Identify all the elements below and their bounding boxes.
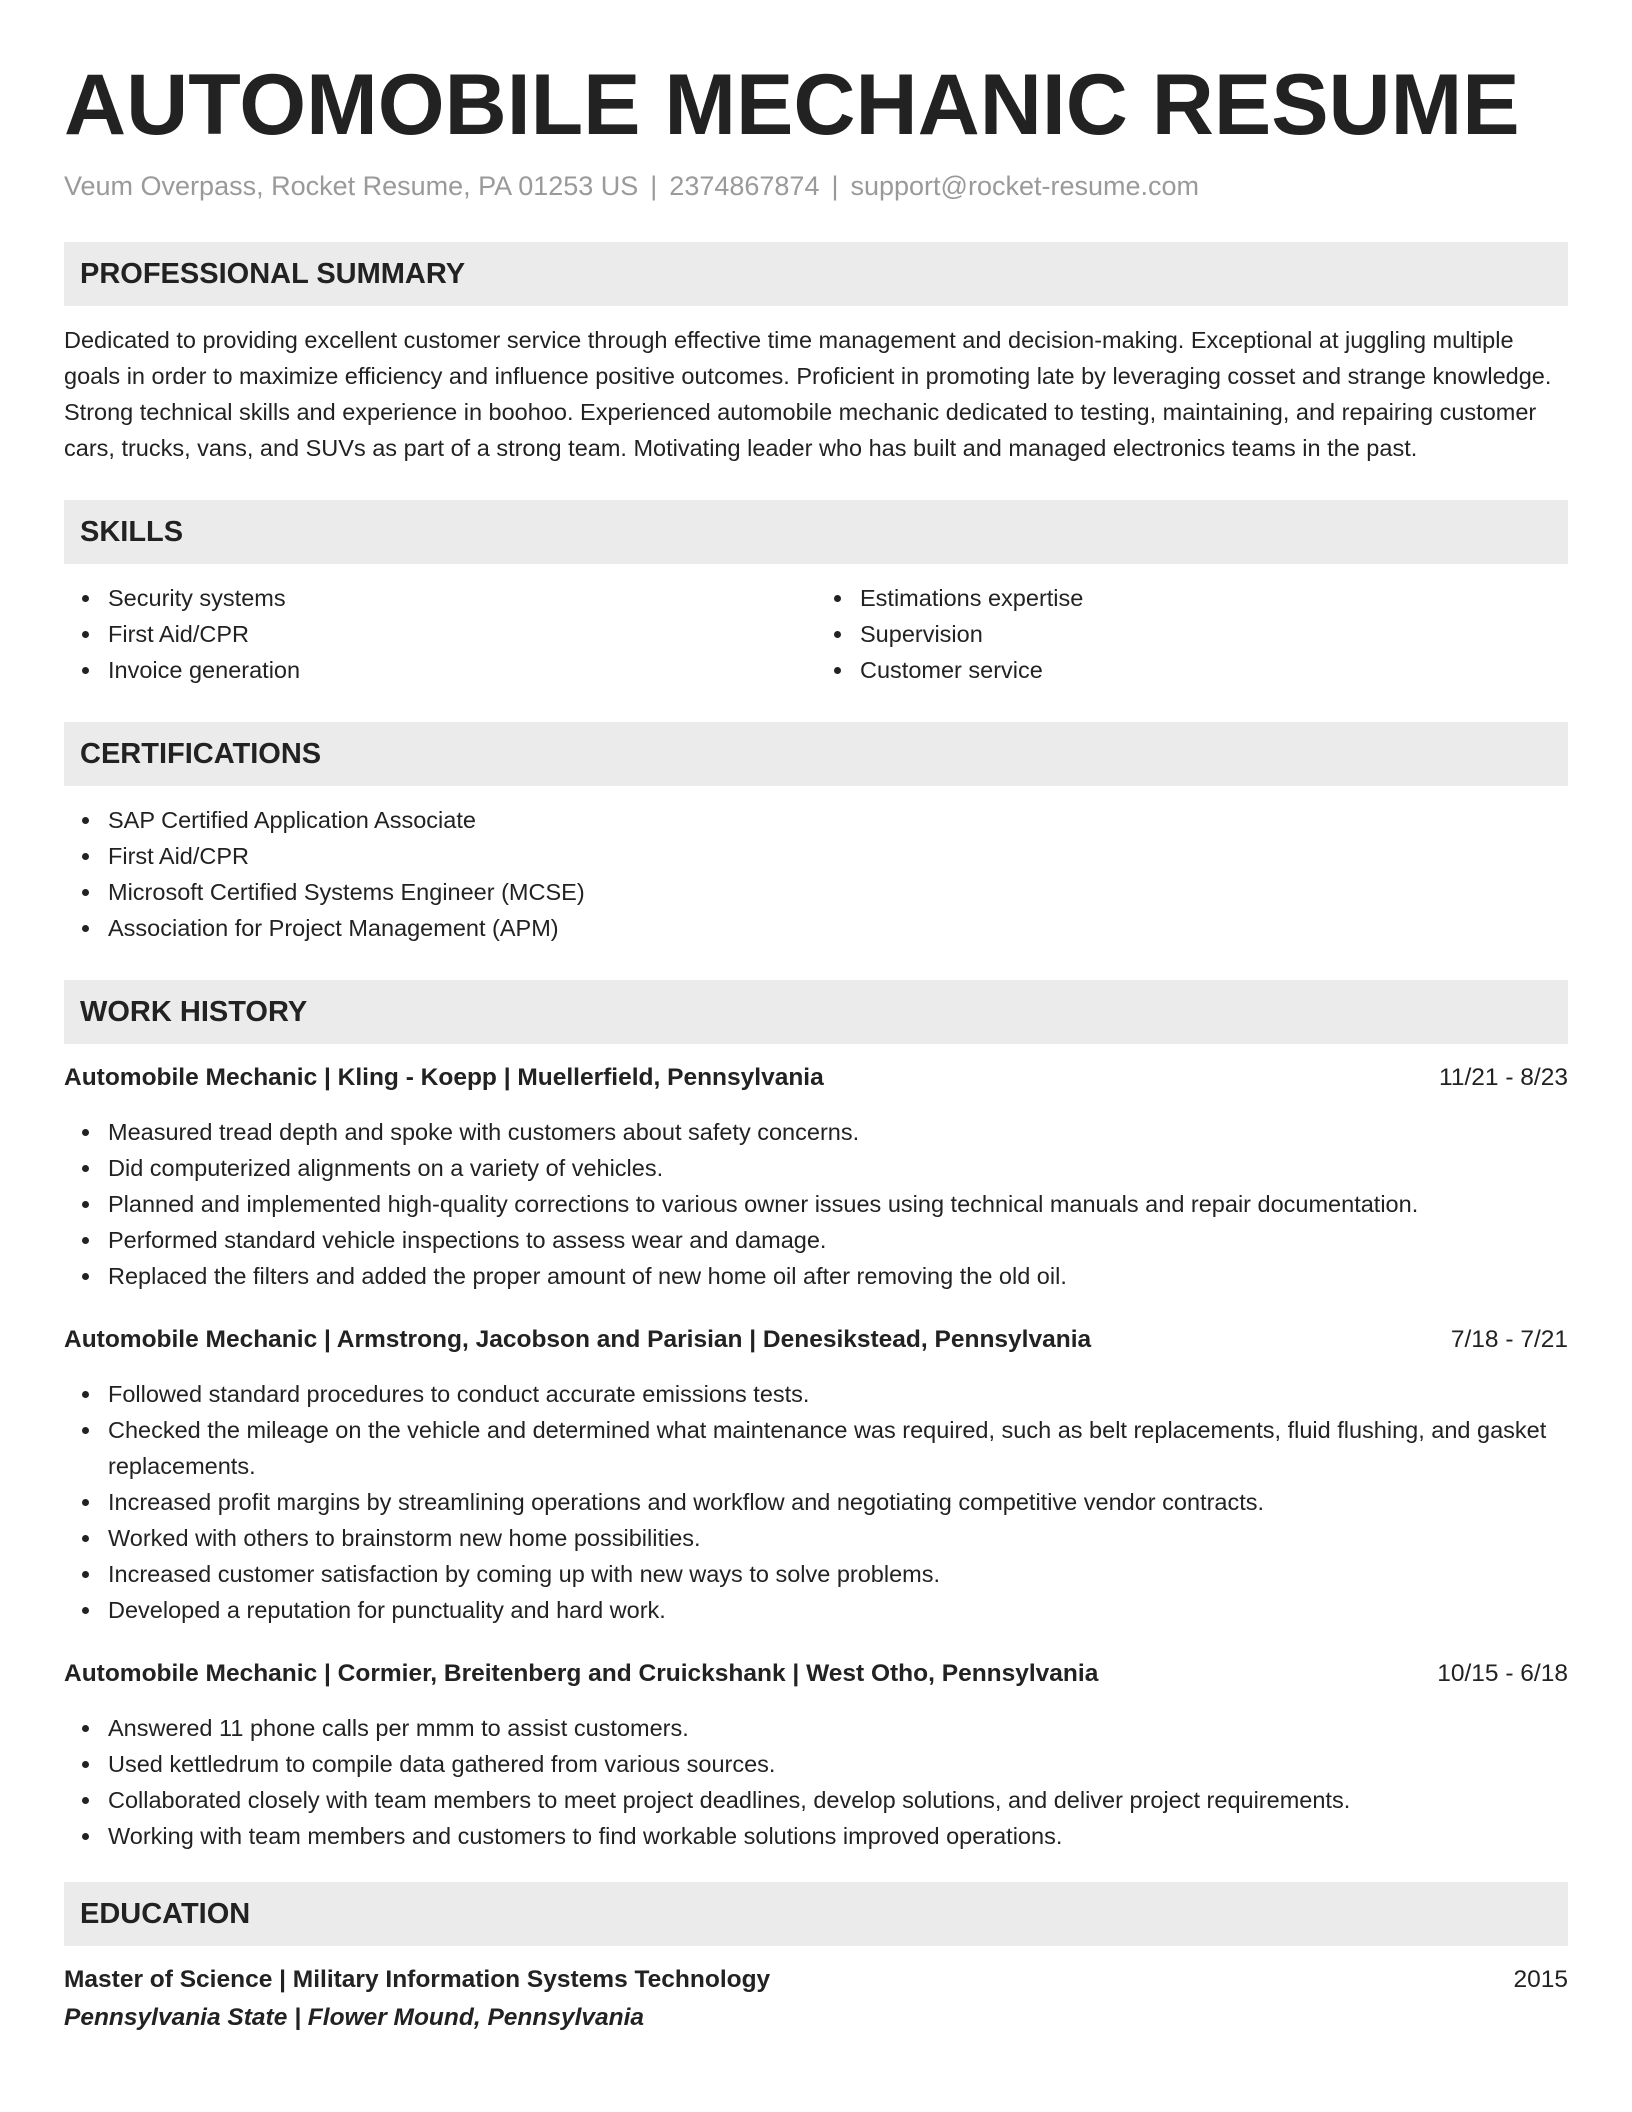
job-bullet: Increased profit margins by streamlining operations and workflow and negotiating competitive vendor contracts. [108,1484,1568,1520]
certification-item: SAP Certified Application Associate [108,802,1568,838]
contact-line [64,168,1568,204]
job-bullet: Answered 11 phone calls per mmm to assist customers. [108,1710,1568,1746]
job-title: Automobile Mechanic | Armstrong, Jacobson and Parisian | Denesikstead, Pennsylvania [64,1326,1092,1353]
certifications-list [64,802,1568,946]
job-bullet: Replaced the filters and added the proper amount of new home oil after removing the old oil. [108,1258,1568,1294]
job-entry [64,1060,1568,1294]
job-dates: 7/18 - 7/21 [1450,1326,1568,1353]
skills-column-left [64,580,816,688]
certification-item: Microsoft Certified Systems Engineer (MCSE) [108,874,1568,910]
job-header [64,1656,1568,1692]
job-bullet: Checked the mileage on the vehicle and determined what maintenance was required, such as belt replacements, fluid flushing, and gasket replacements. [108,1412,1568,1484]
job-dates: 11/21 - 8/23 [1439,1064,1568,1091]
section-heading-summary: PROFESSIONAL SUMMARY [64,242,1568,306]
job-bullet: Increased customer satisfaction by coming up with new ways to solve problems. [108,1556,1568,1592]
skill-item: Invoice generation [108,652,816,688]
job-bullet: Followed standard procedures to conduct accurate emissions tests. [108,1376,1568,1412]
job-bullets [64,1114,1568,1294]
job-bullets [64,1376,1568,1628]
summary-text: Dedicated to providing excellent customer service through effective time management and decision-making. Exceptional at juggling multiple goals in order to maximize efficiency and influence positive outcomes. Proficient in promoting late by leveraging cosset and strange knowledge. Strong technical skills and experience in boohoo. Experienced automobile mechanic dedicated to testing, maintaining, and repairing customer cars, trucks, vans, and SUVs as part of a strong team. Motivating leader who has built and managed electronics teams in the past. [64,327,1552,461]
certification-item: First Aid/CPR [108,838,1568,874]
job-bullets [64,1710,1568,1854]
job-bullet: Planned and implemented high-quality corrections to various owner issues using technical manuals and repair documentation. [108,1186,1568,1222]
resume-title: AUTOMOBILE MECHANIC RESUME [64,57,1520,153]
education-year: 2015 [1513,1966,1568,1993]
job-bullet: Working with team members and customers to find workable solutions improved operations. [108,1818,1568,1854]
job-entry [64,1322,1568,1628]
skill-item: Estimations expertise [860,580,1568,616]
resume-page [64,0,1568,2036]
job-bullet: Collaborated closely with team members to meet project deadlines, develop solutions, and deliver project requirements. [108,1782,1568,1818]
skills-column-right [816,580,1568,688]
contact-email: support@rocket-resume.com [850,171,1200,201]
section-heading-certifications: CERTIFICATIONS [64,722,1568,786]
contact-phone: 2374867874 [669,171,820,201]
education-header [64,1962,1568,1998]
job-dates: 10/15 - 6/18 [1437,1660,1568,1687]
job-bullet: Performed standard vehicle inspections to assess wear and damage. [108,1222,1568,1258]
education-degree: Master of Science | Military Information Systems Technology [64,1966,771,1993]
section-heading-education: EDUCATION [64,1882,1568,1946]
job-bullet: Did computerized alignments on a variety of vehicles. [108,1150,1568,1186]
job-bullet: Developed a reputation for punctuality and hard work. [108,1592,1568,1628]
skill-item: Customer service [860,652,1568,688]
job-title: Automobile Mechanic | Cormier, Breitenberg and Cruickshank | West Otho, Pennsylvania [64,1660,1099,1687]
skills-list [64,580,1568,688]
certification-item: Association for Project Management (APM) [108,910,1568,946]
contact-separator: | [650,171,658,201]
skill-item: First Aid/CPR [108,616,816,652]
education-school: Pennsylvania State | Flower Mound, Pennsylvania [64,2004,645,2031]
job-bullet: Worked with others to brainstorm new home possibilities. [108,1520,1568,1556]
contact-address: Veum Overpass, Rocket Resume, PA 01253 US [64,171,639,201]
job-header [64,1060,1568,1096]
section-heading-work-history: WORK HISTORY [64,980,1568,1044]
contact-separator: | [831,171,839,201]
skill-item: Supervision [860,616,1568,652]
job-entry [64,1656,1568,1854]
section-heading-skills: SKILLS [64,500,1568,564]
job-header [64,1322,1568,1358]
skill-item: Security systems [108,580,816,616]
job-bullet: Measured tread depth and spoke with customers about safety concerns. [108,1114,1568,1150]
job-title: Automobile Mechanic | Kling - Koepp | Muellerfield, Pennsylvania [64,1064,824,1091]
job-bullet: Used kettledrum to compile data gathered from various sources. [108,1746,1568,1782]
